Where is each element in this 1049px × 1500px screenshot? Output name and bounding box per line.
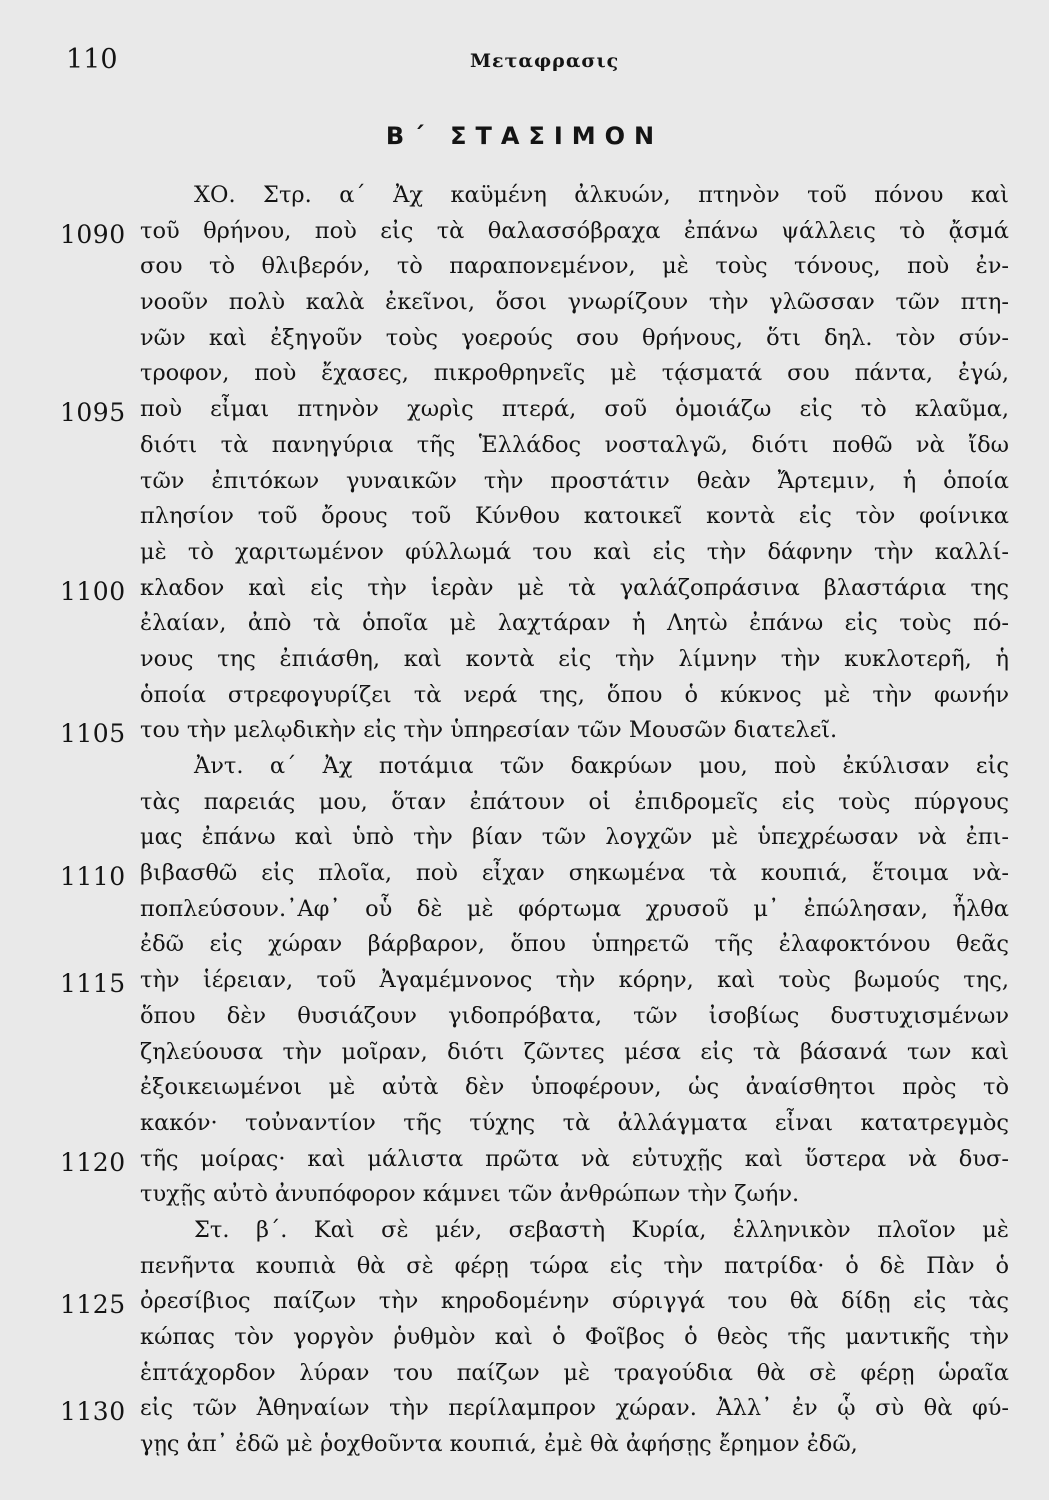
line-text: τῆς μοίρας· καὶ μάλιστα πρῶτα νὰ εὐτυχῇς καὶ ὕστερα νὰ δυσ- [140, 1145, 1009, 1172]
text-line [0, 503, 1049, 539]
text-line [0, 1288, 1049, 1324]
line-number: 1130 [60, 1397, 126, 1427]
text-line [0, 432, 1049, 468]
text-line [0, 575, 1049, 611]
line-text: του τὴν μελῳδικὴν εἰς τὴν ὑπηρεσίαν τῶν Μουσῶν διατελεῖ. [140, 717, 838, 744]
page-number: 110 [66, 44, 118, 75]
line-text: κώπας τὸν γοργὸν ῥυθμὸν καὶ ὁ Φοῖβος ὁ θεὸς τῆς μαντικῆς τὴν [140, 1324, 1009, 1350]
text-line [0, 1003, 1049, 1039]
text-line [0, 1217, 1049, 1253]
line-text: πενῆντα κουπιὰ θὰ σὲ φέρῃ τώρα εἰς τὴν πατρίδα· ὁ δὲ Πὰν ὁ [140, 1252, 1009, 1279]
text-line [0, 931, 1049, 967]
line-text: νους της ἐπιάσθη, καὶ κοντὰ εἰς τὴν λίμνην τὴν κυκλοτερῆ, ἡ [140, 645, 1009, 672]
line-text: πλησίον τοῦ ὄρους τοῦ Κύνθου κατοικεῖ κοντὰ εἰς τὸν φοίνικα [140, 503, 1009, 530]
text-line [0, 789, 1049, 825]
line-text: ΧΟ. Στρ. α΄ Ἀχ καϋμένη ἀλκυών, πτηνὸν τοῦ πόνου καὶ [194, 182, 1009, 208]
text-line [0, 1181, 1049, 1217]
line-text: Στ. β΄. Καὶ σὲ μέν, σεβαστὴ Κυρία, ἑλληνικὸν πλοῖον μὲ [194, 1216, 1009, 1243]
line-text: βιβασθῶ εἰς πλοῖα, ποὺ εἶχαν σηκωμένα τὰ κουπιά, ἕτοιμα νὰ- [140, 860, 1009, 887]
text-line [0, 860, 1049, 896]
line-text: ποὺ εἶμαι πτηνὸν χωρὶς πτερά, σοῦ ὁμοιάζω εἰς τὸ κλαῦμα, [140, 396, 1009, 423]
line-text: μας ἐπάνω καὶ ὑπὸ τὴν βίαν τῶν λογχῶν μὲ ὑπεχρέωσαν νὰ ἐπι- [140, 824, 1009, 851]
line-text: ἑπτάχορδον λύραν του παίζων μὲ τραγούδια θὰ σὲ φέρῃ ὡραῖα [140, 1359, 1009, 1386]
line-text: κακόν· τοὐναντίον τῆς τύχης τὰ ἀλλάγματα εἶναι κατατρεγμὸς [140, 1109, 1009, 1136]
line-text: ζηλεύουσα τὴν μοῖραν, διότι ζῶντες μέσα εἰς τὰ βάσανά των καὶ [140, 1038, 1009, 1065]
text-line [0, 325, 1049, 361]
line-text: ποπλεύσουν.᾿Αφ᾿ οὗ δὲ μὲ φόρτωμα χρυσοῦ μ᾿ ἐπώλησαν, ἦλθα [140, 895, 1009, 922]
text-line [0, 610, 1049, 646]
text-line [0, 182, 1049, 218]
line-number: 1090 [60, 219, 126, 249]
text-line [0, 1110, 1049, 1146]
line-number: 1095 [60, 398, 126, 428]
text-body [0, 182, 1049, 1467]
text-line [0, 967, 1049, 1003]
text-line [0, 1431, 1049, 1467]
line-text: ἐλαίαν, ἀπὸ τὰ ὁποῖα μὲ λαχτάραν ἡ Λητὼ ἐπάνω εἰς τοὺς πό- [140, 610, 1009, 637]
line-number: 1115 [60, 969, 126, 999]
line-number: 1110 [60, 862, 126, 892]
text-line [0, 396, 1049, 432]
line-number: 1125 [60, 1290, 126, 1320]
text-line [0, 1074, 1049, 1110]
line-text: εἰς τῶν Ἀθηναίων τὴν περίλαμπρον χώραν. Ἀλλ᾿ ἐν ᾧ σὺ θὰ φύ- [140, 1395, 1009, 1422]
line-text: ἐδῶ εἰς χώραν βάρβαρον, ὅπου ὑπηρετῶ τῆς ἐλαφοκτόνου θεᾶς [140, 931, 1009, 958]
line-text: κλαδον καὶ εἰς τὴν ἱερὰν μὲ τὰ γαλάζοπράσινα βλαστάρια της [140, 574, 1009, 601]
line-text: τῶν ἐπιτόκων γυναικῶν τὴν προστάτιν θεὰν Ἄρτεμιν, ἡ ὁποία [140, 467, 1009, 494]
text-line [0, 646, 1049, 682]
text-line [0, 253, 1049, 289]
text-line [0, 1360, 1049, 1396]
line-text: σου τὸ θλιβερόν, τὸ παραπονεμένον, μὲ τοὺς τόνους, ποὺ ἐν- [140, 253, 1009, 280]
line-text: μὲ τὸ χαριτωμένον φύλλωμά του καὶ εἰς τὴν δάφνην τὴν καλλί- [140, 538, 1009, 565]
line-text: ὅπου δὲν θυσιάζουν γιδοπρόβατα, τῶν ἰσοβίως δυστυχισμένων [140, 1002, 1009, 1029]
text-line [0, 1253, 1049, 1289]
text-line [0, 753, 1049, 789]
text-line [0, 360, 1049, 396]
line-number: 1100 [60, 576, 126, 606]
line-text: τυχῇς αὐτὸ ἀνυπόφορον κάμνει τῶν ἀνθρώπων τὴν ζωήν. [140, 1181, 800, 1208]
text-line [0, 218, 1049, 254]
line-text: νοοῦν πολὺ καλὰ ἐκεῖνοι, ὅσοι γνωρίζουν τὴν γλῶσσαν τῶν πτη- [140, 289, 1009, 316]
line-text: γῃς ἀπ᾿ ἐδῶ μὲ ῥοχθοῦντα κουπιά, ἐμὲ θὰ ἀφήσῃς ἔρημον ἐδῶ, [140, 1431, 858, 1458]
text-line [0, 289, 1049, 325]
line-text: ὀρεσίβιος παίζων τὴν κηροδομένην σύριγγά του θὰ δίδῃ εἰς τὰς [140, 1288, 1009, 1315]
line-text: νῶν καὶ ἐξηγοῦν τοὺς γοερούς σου θρήνους, ὅτι δηλ. τὸν σύν- [140, 324, 1009, 351]
text-line [0, 717, 1049, 753]
text-line [0, 896, 1049, 932]
line-text: ἐξοικειωμένοι μὲ αὐτὰ δὲν ὑποφέρουν, ὡς ἀναίσθητοι πρὸς τὸ [140, 1074, 1009, 1101]
line-text: διότι τὰ πανηγύρια τῆς Ἑλλάδος νοσταλγῶ, διότι ποθῶ νὰ ἴδω [140, 431, 1009, 458]
line-text: τροφον, ποὺ ἔχασες, πικροθρηνεῖς μὲ τᾴσματά σου πάντα, ἐγώ, [140, 360, 1009, 387]
text-line [0, 539, 1049, 575]
text-line [0, 682, 1049, 718]
line-text: Ἀντ. α΄ Ἀχ ποτάμια τῶν δακρύων μου, ποὺ ἐκύλισαν εἰς [194, 753, 1009, 779]
section-title: Β΄ ΣΤΑΣΙΜΟΝ [385, 122, 664, 150]
text-line [0, 1324, 1049, 1360]
running-head: Μεταφρασις [470, 50, 620, 72]
text-line [0, 1039, 1049, 1075]
line-text: τὴν ἱέρειαν, τοῦ Ἀγαμέμνονος τὴν κόρην, καὶ τοὺς βωμούς της, [140, 967, 1009, 994]
text-line [0, 468, 1049, 504]
text-line [0, 824, 1049, 860]
line-text: τοῦ θρήνου, ποὺ εἰς τὰ θαλασσόβραχα ἐπάνω ψάλλεις τὸ ᾄσμά [140, 217, 1009, 244]
line-text: ὁποία στρεφογυρίζει τὰ νερά της, ὅπου ὁ κύκνος μὲ τὴν φωνήν [140, 681, 1009, 708]
line-text: τὰς παρειάς μου, ὅταν ἐπάτουν οἱ ἐπιδρομεῖς εἰς τοὺς πύργους [140, 788, 1009, 815]
text-line [0, 1146, 1049, 1182]
line-number: 1105 [60, 719, 126, 749]
line-number: 1120 [60, 1147, 126, 1177]
text-line [0, 1395, 1049, 1431]
